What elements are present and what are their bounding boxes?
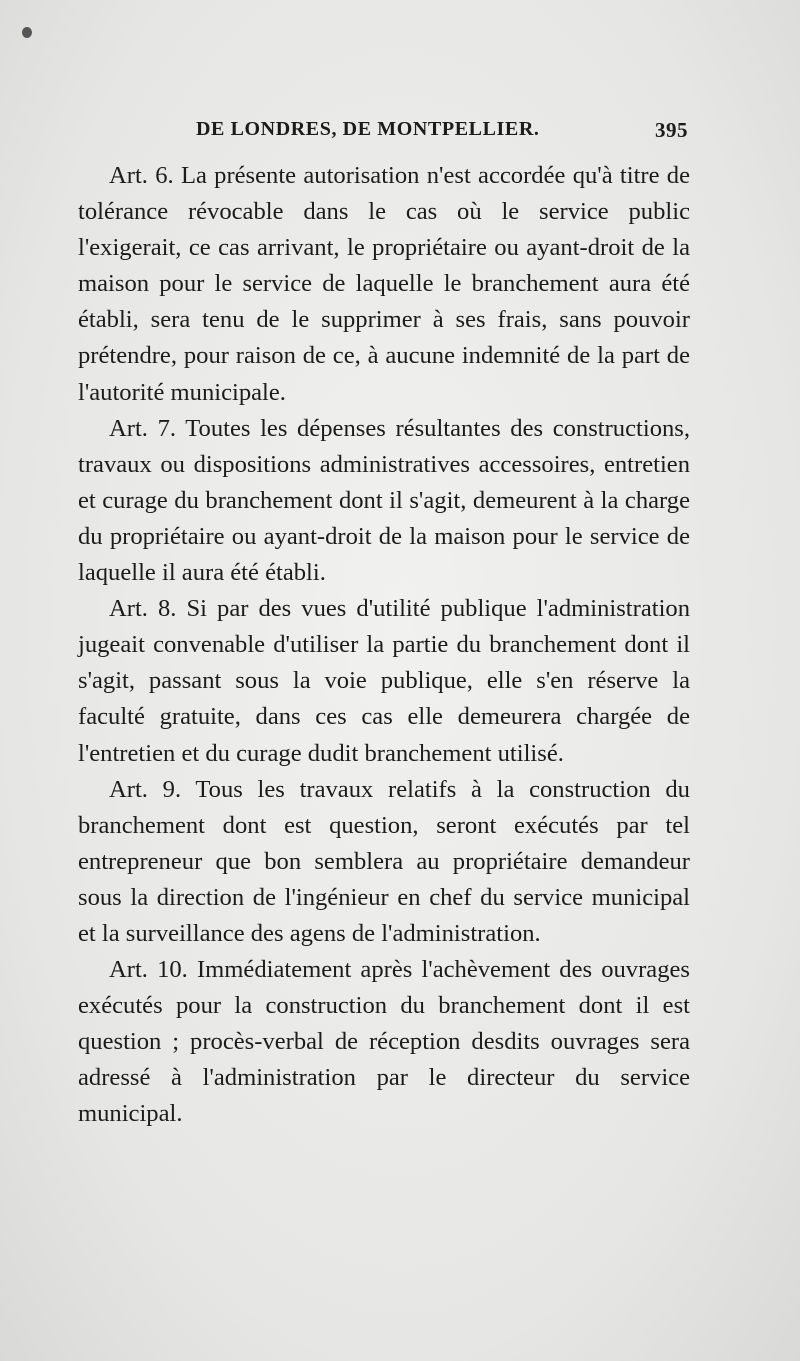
- page-body: [78, 158, 690, 1133]
- article-7: [78, 411, 690, 591]
- article-10: [78, 952, 690, 1132]
- article-text: Toutes les dépenses résultantes des constructions, travaux ou dispositions administratives accessoires, entretien et curage du branchement dont il s'agit, demeurent à la charge du propriétaire ou ayant-droit de la maison pour le service de laquelle il aura été établi.: [78, 414, 691, 587]
- article-label: Art. 6.: [109, 162, 174, 189]
- article-9: [78, 772, 690, 952]
- page-header: [78, 118, 688, 154]
- running-title: DE LONDRES, DE MONTPELLIER.: [196, 118, 540, 140]
- article-label: Art. 7.: [109, 414, 177, 442]
- article-6: [78, 158, 690, 411]
- article-label: Art. 8.: [109, 595, 177, 623]
- article-label: Art. 9.: [109, 775, 182, 803]
- ink-speck: [22, 27, 32, 38]
- article-text: Immédiatement après l'achèvement des ouvrages exécutés pour la construction du branchement dont il est question ; procès-verbal de réception desdits ouvrages sera adressé à l'administration par le directeur du service municipal.: [78, 956, 690, 1128]
- article-label: Art. 10.: [109, 956, 188, 984]
- article-text: Si par des vues d'utilité publique l'administration jugeait convenable d'utiliser la partie du branchement dont il s'agit, passant sous la voie publique, elle s'en réserve la faculté gratuite, dans ces cas elle demeurera chargée de l'entretien et du curage dudit branchement utilisé.: [78, 595, 690, 767]
- article-8: [78, 591, 690, 771]
- page-number: 395: [655, 118, 688, 142]
- article-text: Tous les travaux relatifs à la construction du branchement dont est question, seront exécutés par tel entrepreneur que bon semblera au propriétaire demandeur sous la direction de l'ingénieur en chef du service municipal et la surveillance des agens de l'administration.: [78, 775, 690, 947]
- article-text: La présente autorisation n'est accordée qu'à titre de tolérance révocable dans le cas où le service public l'exigerait, ce cas arrivant, le propriétaire ou ayant-droit de la maison pour le service de laquelle le branchement aura été établi, sera tenu de le supprimer à ses frais, sans pouvoir prétendre, pour raison de ce, à aucune indemnité de la part de l'autorité municipale.: [78, 162, 690, 406]
